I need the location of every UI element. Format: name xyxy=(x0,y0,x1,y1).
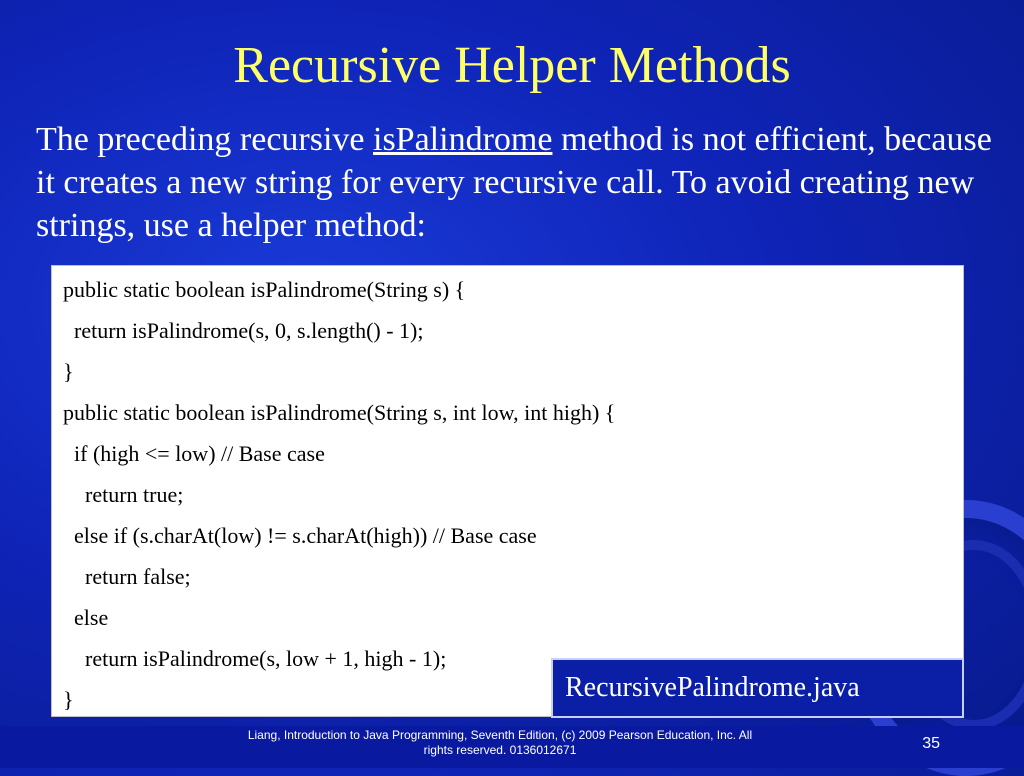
code-line: return isPalindrome(s, 0, s.length() - 1); xyxy=(63,318,424,343)
source-file-label[interactable]: RecursivePalindrome.java xyxy=(551,658,964,718)
intro-text-end: method is not efficient, because it creates a new string for every recursive call. To avoid creating new strings, use a helper method: xyxy=(36,121,992,244)
slide-title: Recursive Helper Methods xyxy=(233,37,791,94)
page-number: 35 xyxy=(922,735,940,752)
code-line: public static boolean isPalindrome(String s, int low, int high) { xyxy=(63,400,616,425)
code-line: } xyxy=(63,359,74,384)
intro-paragraph xyxy=(36,118,996,247)
copyright-footer xyxy=(200,728,800,758)
code-line: else if (s.charAt(low) != s.charAt(high)) // Base case xyxy=(63,523,537,548)
code-line: } xyxy=(63,687,74,712)
code-block xyxy=(51,265,964,717)
code-line: return false; xyxy=(63,564,191,589)
copyright-line-2: rights reserved. 0136012671 xyxy=(423,743,577,757)
code-line: if (high <= low) // Base case xyxy=(63,441,325,466)
copyright-line-1: Liang, Introduction to Java Programming, Seventh Edition, (c) 2009 Pearson Education, Inc. All xyxy=(247,728,753,742)
code-line: return isPalindrome(s, low + 1, high - 1); xyxy=(63,646,447,671)
intro-text-start: The preceding recursive xyxy=(36,121,373,158)
code-line: return true; xyxy=(63,482,184,507)
code-line: public static boolean isPalindrome(String s) { xyxy=(63,277,466,302)
code-line: else xyxy=(63,605,109,630)
method-name-link: isPalindrome xyxy=(373,121,553,158)
